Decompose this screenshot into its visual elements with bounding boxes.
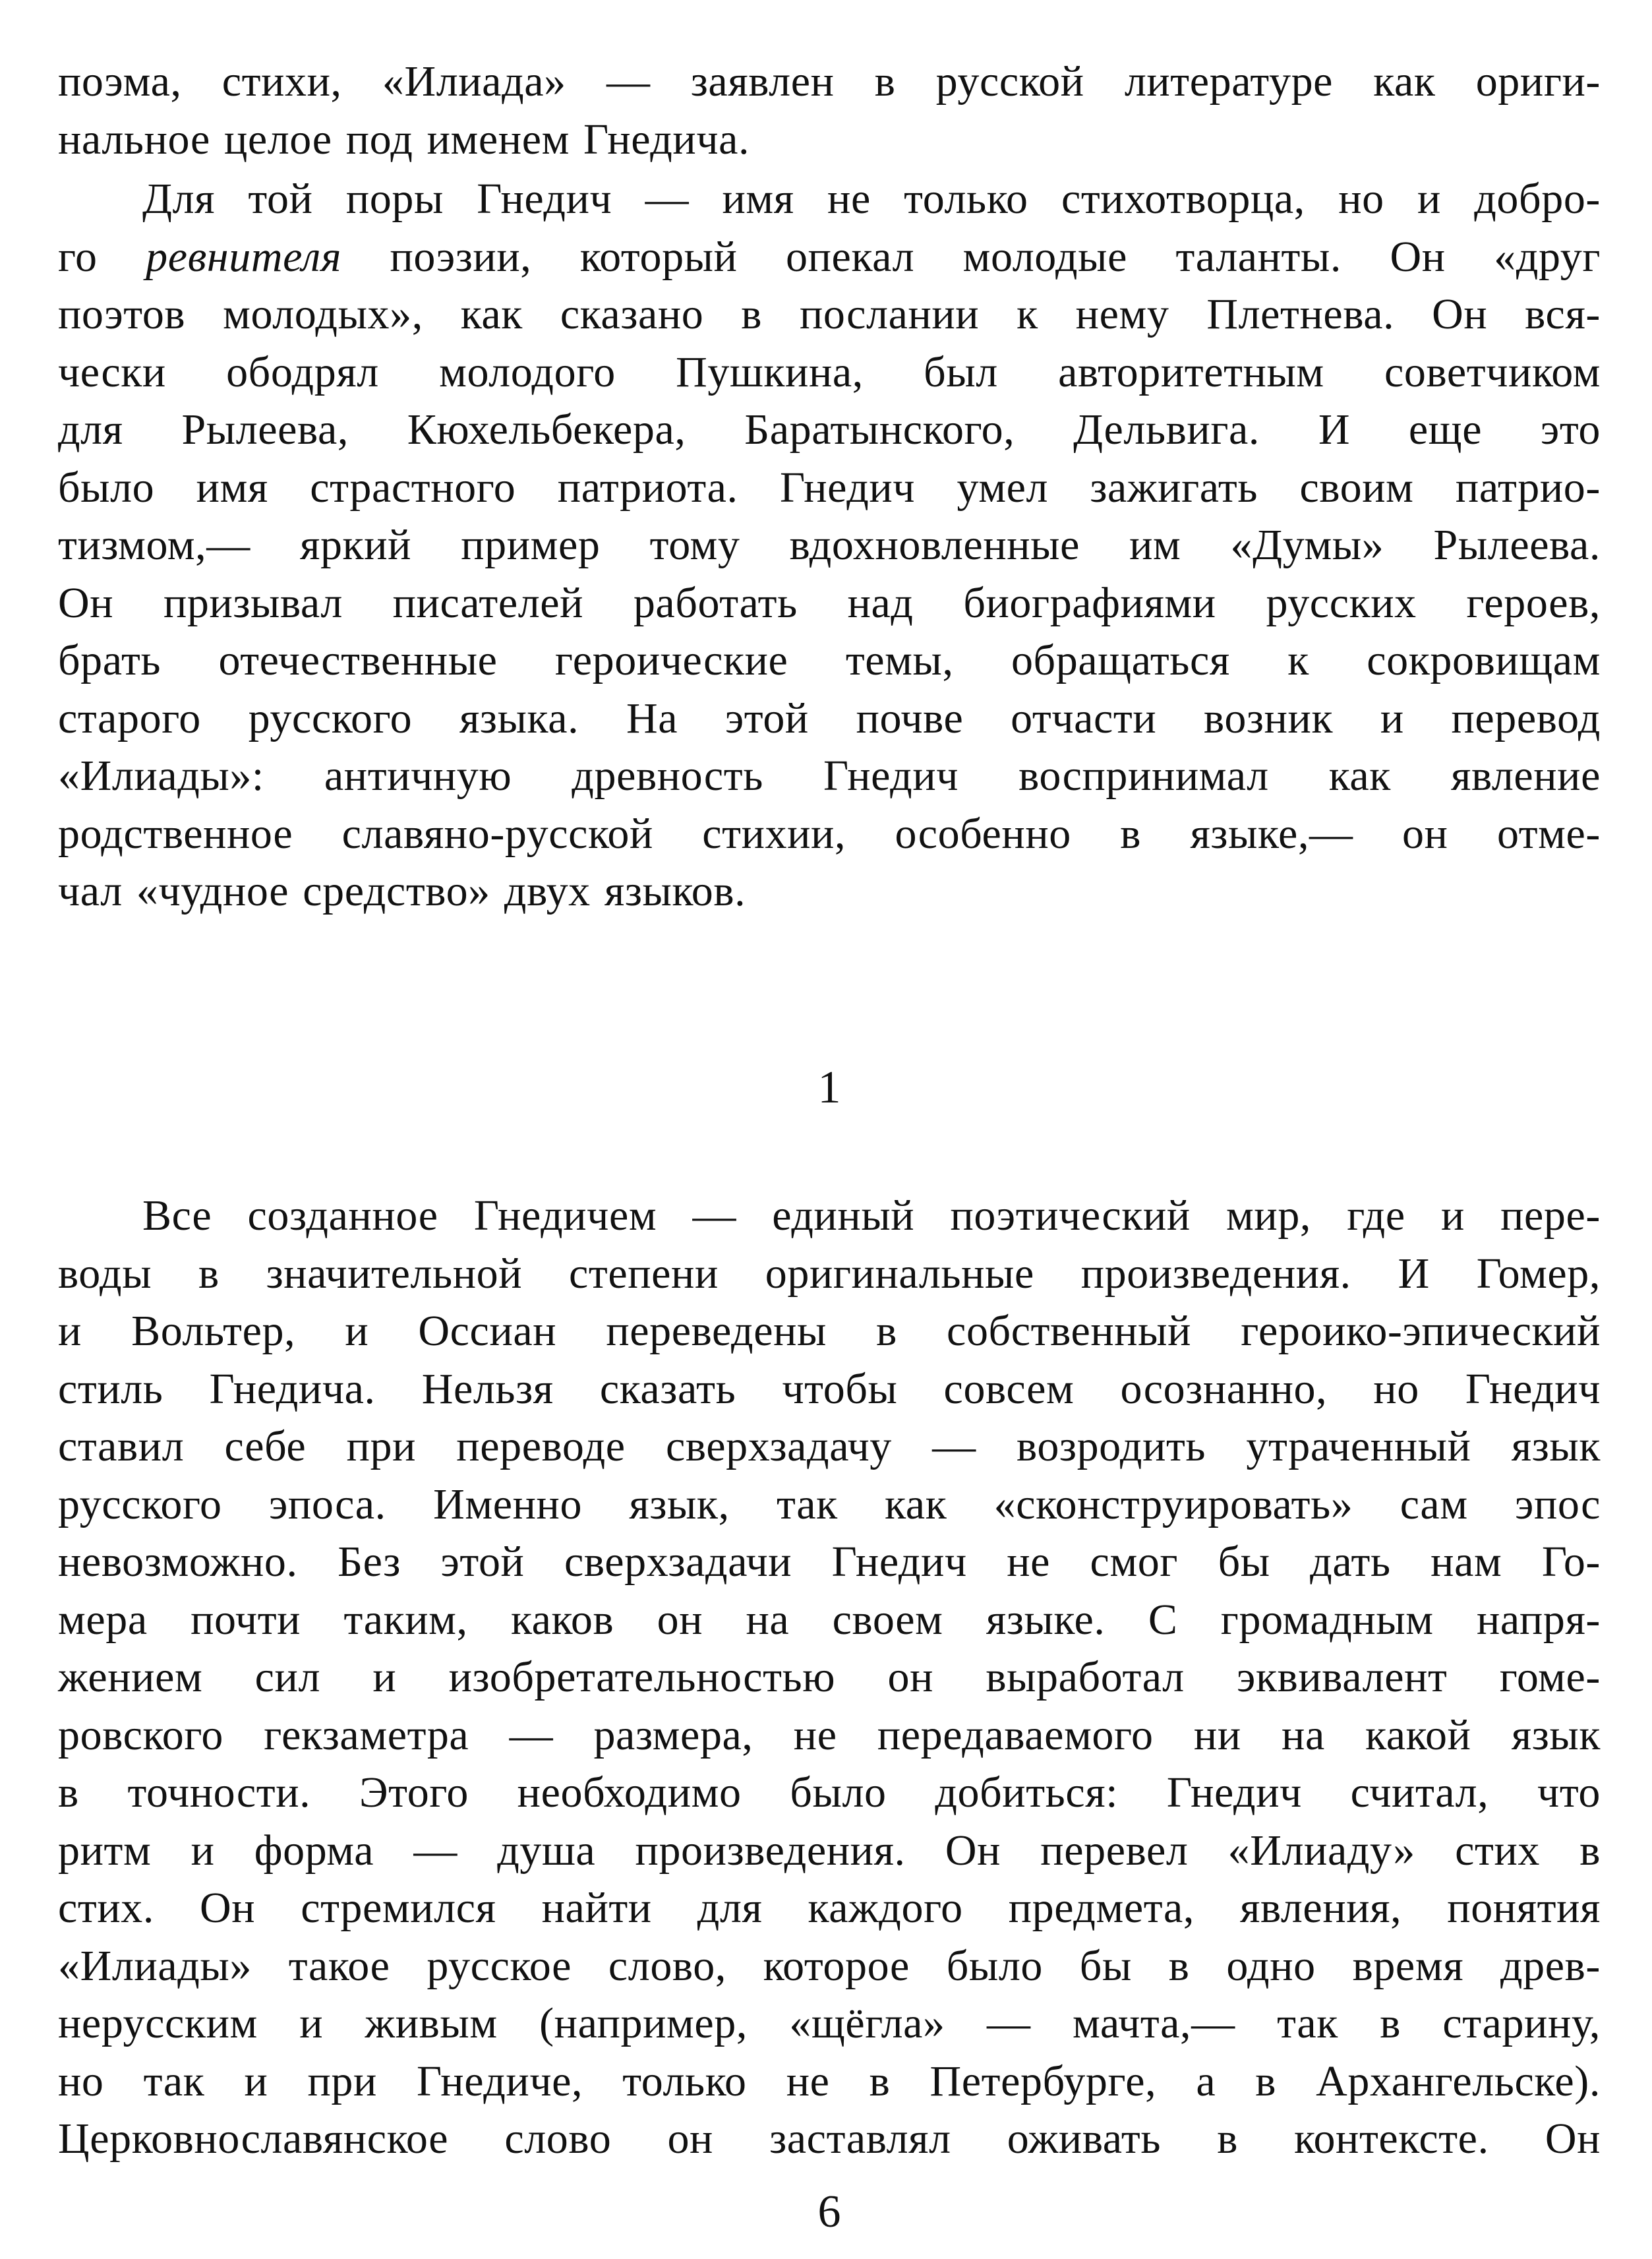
text-line: было имя страстного патриота. Гнедич умел зажигать своим патрио-	[58, 463, 1601, 512]
text-line: стих. Он стремился найти для каждого предмета, явления, понятия	[58, 1884, 1601, 1932]
text-line: поэтов молодых», как сказано в послании к нему Плетнева. Он вся-	[58, 290, 1601, 338]
text-line: «Илиады»: античную древность Гнедич воспринимал как явление	[58, 752, 1601, 800]
text-line: брать отечественные героические темы, обращаться к сокровищам	[58, 636, 1601, 684]
section-number: 1	[817, 1062, 841, 1113]
text-line: воды в значительной степени оригинальные произведения. И Гомер,	[58, 1249, 1601, 1298]
text-line: нерусским и живым (например, «щёгла» — мачта,— так в старину,	[58, 1999, 1601, 2047]
text-line: жением сил и изобретательностью он выработал эквивалент гоме-	[58, 1653, 1601, 1701]
italic-word: ревнителя	[146, 232, 341, 281]
text-line: и Вольтер, и Оссиан переведены в собственный героико-эпический	[58, 1307, 1601, 1355]
text-line: ровского гекзаметра — размера, не передаваемого ни на какой язык	[58, 1710, 1601, 1759]
text-fragment: поэзии, который опекал молодые таланты. Он «друг	[341, 232, 1601, 281]
text-line: поэма, стихи, «Илиада» — заявлен в русской литературе как ориги-	[58, 57, 1601, 105]
text-line: Он призывал писателей работать над биографиями русских героев,	[58, 578, 1601, 627]
text-line: невозможно. Без этой сверхзадачи Гнедич не смог бы дать нам Го-	[58, 1538, 1601, 1586]
text-line: чал «чудное средство» двух языков.	[58, 867, 746, 915]
text-line: тизмом,— яркий пример тому вдохновленные им «Думы» Рылеева.	[58, 521, 1601, 569]
text-line: «Илиады» такое русское слово, которое было бы в одно время древ-	[58, 1941, 1601, 1990]
text-fragment: го	[58, 232, 146, 281]
text-line: для Рылеева, Кюхельбекера, Баратынского, Дельвига. И еще это	[58, 406, 1601, 454]
text-line: ставил себе при переводе сверхзадачу — возродить утраченный язык	[58, 1422, 1601, 1470]
text-line: старого русского языка. На этой почве отчасти возник и перевод	[58, 694, 1601, 742]
paragraph	[58, 53, 1601, 168]
text-line: Все созданное Гнедичем — единый поэтический мир, где и пере-	[142, 1191, 1601, 1240]
paragraph	[58, 1187, 1601, 2168]
text-line: русского эпоса. Именно язык, так как «сконструировать» сам эпос	[58, 1480, 1601, 1528]
text-line: в точности. Этого необходимо было добиться: Гнедич считал, что	[58, 1768, 1601, 1817]
paragraph	[58, 170, 1601, 920]
text-line: чески ободрял молодого Пушкина, был авторитетным советчиком	[58, 347, 1601, 396]
document-page	[58, 53, 1601, 2237]
text-line: ритм и форма — душа произведения. Он перевел «Илиаду» стих в	[58, 1826, 1601, 1875]
text-line	[58, 228, 1601, 286]
text-line: нальное целое под именем Гнедича.	[58, 115, 750, 164]
text-line: родственное славяно-русской стихии, особенно в языке,— он отме-	[58, 809, 1601, 858]
text-line: стиль Гнедича. Нельзя сказать чтобы совсем осознанно, но Гнедич	[58, 1364, 1601, 1413]
text-line: мера почти таким, каков он на своем языке. С громадным напря-	[58, 1595, 1601, 1644]
text-line: но так и при Гнедиче, только не в Петербурге, а в Архангельске).	[58, 2057, 1601, 2105]
text-line: Церковнославянское слово он заставлял оживать в контексте. Он	[58, 2115, 1601, 2163]
page-number: 6	[817, 2186, 841, 2237]
text-line: Для той поры Гнедич — имя не только стихотворца, но и добро-	[142, 175, 1601, 223]
